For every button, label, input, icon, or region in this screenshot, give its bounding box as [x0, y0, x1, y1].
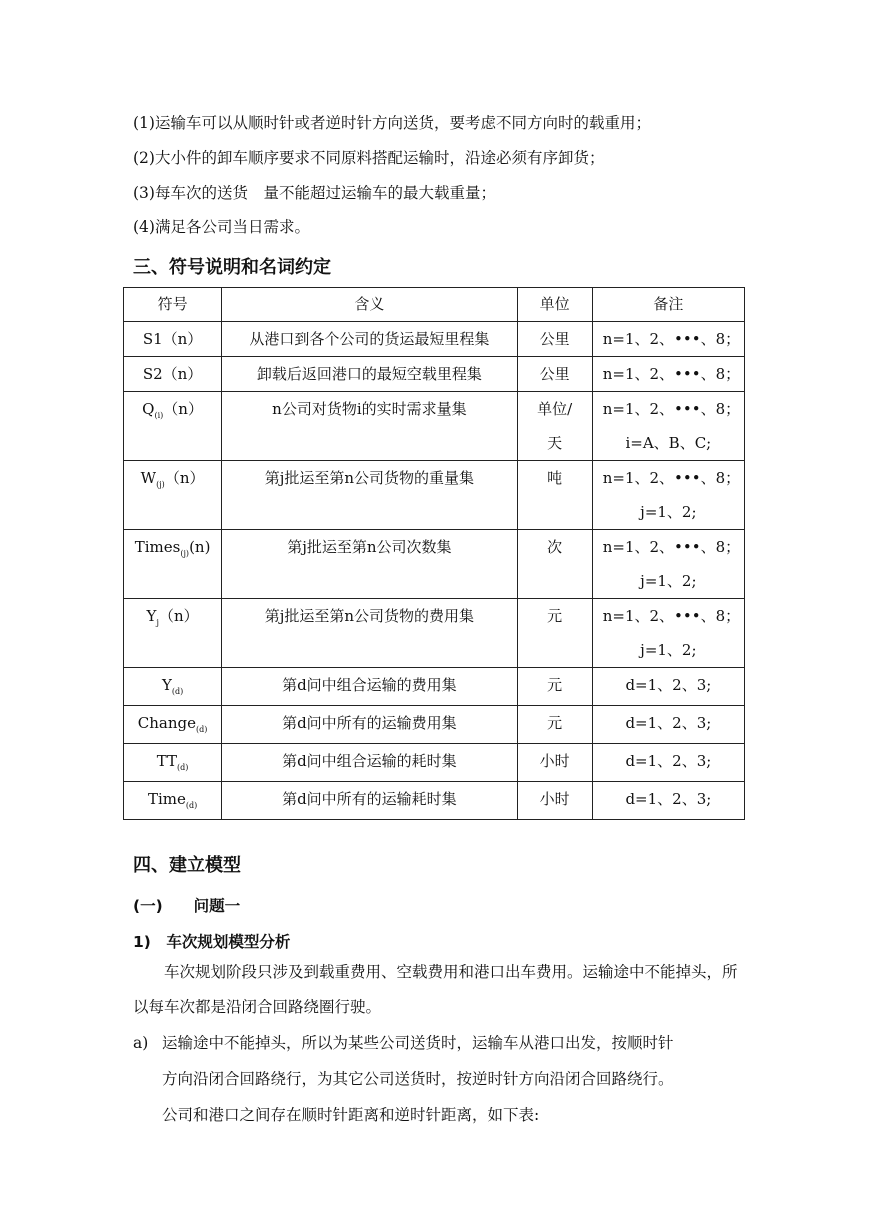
cell-symbol: S2（n）: [124, 357, 222, 392]
table-header-row: [124, 288, 745, 322]
symbol-base: W: [140, 469, 157, 487]
symbol-subscript: (j): [156, 480, 165, 489]
table-row: [124, 530, 745, 599]
note-line-2: j=1、2;: [640, 572, 697, 590]
table-row: [124, 782, 745, 820]
note-line-1: n=1、2、•••、8；: [602, 400, 741, 418]
paragraph-1: 车次规划阶段只涉及到载重费用、空载费用和港口出车费用。运输途中不能掉头，所以每车次都是沿闭合回路绕圈行驶。: [133, 963, 738, 1016]
header-note: 备注: [592, 288, 744, 322]
cell-meaning: 第d问中组合运输的耗时集: [222, 744, 517, 782]
symbol-base: Times: [134, 538, 181, 556]
cell-symbol: S1（n）: [124, 322, 222, 357]
symbol-suffix: （n）: [164, 469, 205, 487]
table-row: [124, 392, 745, 461]
cell-meaning: 从港口到各个公司的货运最短里程集: [222, 322, 517, 357]
symbol-base: TT: [156, 752, 178, 770]
table-row: [124, 706, 745, 744]
list-item-a-marker: a): [133, 1034, 149, 1052]
table-row: [124, 357, 745, 392]
section-3-heading: 三、符号说明和名词约定: [133, 257, 331, 278]
cell-unit: 元: [517, 706, 592, 744]
cell-note: [592, 744, 744, 782]
symbol-base: Time: [147, 790, 186, 808]
list-item-a-line-1: 运输途中不能掉头，所以为某些公司送货时，运输车从港口出发，按顺时针: [162, 1034, 674, 1052]
cell-note: [592, 668, 744, 706]
symbol-subscript: (j): [180, 549, 190, 558]
note-line-2: i=A、B、C;: [625, 434, 712, 452]
list-item-a-line-3: 公司和港口之间存在顺时针距离和逆时针距离，如下表:: [162, 1106, 540, 1124]
cell-meaning: n公司对货物i的实时需求量集: [222, 392, 517, 461]
cell-unit: 单位/天: [517, 392, 592, 461]
cell-unit: 吨: [517, 461, 592, 530]
symbol-subscript: (d): [171, 687, 184, 696]
symbol-suffix: (n): [189, 538, 211, 556]
cell-meaning: 第d问中所有的运输费用集: [222, 706, 517, 744]
table-row: [124, 461, 745, 530]
cell-note: [592, 706, 744, 744]
note-line-2: j=1、2;: [640, 641, 697, 659]
cell-symbol: [124, 744, 222, 782]
cell-unit: 公里: [517, 322, 592, 357]
note-line-1: n=1、2、•••、8；: [602, 469, 741, 487]
symbol-subscript: (d): [196, 725, 208, 734]
cell-symbol: [124, 461, 222, 530]
cell-symbol: [124, 706, 222, 744]
cell-unit: 元: [517, 668, 592, 706]
cell-note: [592, 357, 744, 392]
cell-note: [592, 782, 744, 820]
subsection-model-analysis: 1) 车次规划模型分析: [133, 933, 291, 951]
cell-unit: 公里: [517, 357, 592, 392]
cell-symbol: [124, 530, 222, 599]
section-4-heading: 四、建立模型: [133, 855, 241, 876]
cell-note: [592, 599, 744, 668]
note-line-1: d=1、2、3;: [625, 714, 712, 732]
cell-symbol: [124, 668, 222, 706]
header-meaning: 含义: [222, 288, 517, 322]
cell-unit: 元: [517, 599, 592, 668]
cell-meaning: 第d问中组合运输的费用集: [222, 668, 517, 706]
cell-unit: 小时: [517, 744, 592, 782]
note-line-1: n=1、2、•••、8；: [602, 538, 741, 556]
condition-line-3: (3)每车次的送货 量不能超过运输车的最大载重量；: [133, 184, 496, 202]
condition-line-1: (1)运输车可以从顺时针或者逆时针方向送货，要考虑不同方向时的载重用；: [133, 114, 651, 132]
cell-note: [592, 392, 744, 461]
symbol-suffix: （n）: [163, 400, 203, 418]
note-line-1: d=1、2、3;: [625, 752, 712, 770]
note-line-1: n=1、2、•••、8；: [602, 607, 741, 625]
note-line-1: d=1、2、3;: [625, 790, 712, 808]
note-line-2: j=1、2;: [640, 503, 697, 521]
cell-meaning: 第d问中所有的运输耗时集: [222, 782, 517, 820]
note-line-1: d=1、2、3;: [625, 676, 712, 694]
symbol-table: [123, 287, 745, 820]
table-row: [124, 599, 745, 668]
table-row: [124, 668, 745, 706]
list-item-a-line-2: 方向沿闭合回路绕行，为其它公司送货时，按逆时针方向沿闭合回路绕行。: [162, 1070, 674, 1088]
symbol-subscript: (i): [154, 411, 164, 420]
cell-meaning: 第j批运至第n公司货物的费用集: [222, 599, 517, 668]
symbol-base: Y: [161, 676, 172, 694]
condition-line-2: (2)大小件的卸车顺序要求不同原料搭配运输时，沿途必须有序卸货；: [133, 149, 605, 167]
condition-line-4: (4)满足各公司当日需求。: [133, 218, 310, 236]
subsection-problem-1: (一) 问题一: [133, 897, 241, 915]
symbol-subscript: (d): [185, 801, 198, 810]
cell-symbol: [124, 392, 222, 461]
cell-meaning: 第j批运至第n公司货物的重量集: [222, 461, 517, 530]
cell-note: [592, 322, 744, 357]
table-row: [124, 322, 745, 357]
symbol-subscript: (d): [177, 763, 189, 772]
cell-unit: 小时: [517, 782, 592, 820]
symbol-subscript: j: [156, 618, 159, 627]
header-unit: 单位: [517, 288, 592, 322]
cell-note: [592, 530, 744, 599]
cell-meaning: 卸载后返回港口的最短空载里程集: [222, 357, 517, 392]
cell-symbol: [124, 782, 222, 820]
symbol-base: Change: [137, 714, 196, 732]
cell-unit: 次: [517, 530, 592, 599]
header-symbol: 符号: [124, 288, 222, 322]
symbol-base: Y: [146, 607, 157, 625]
symbol-suffix: （n）: [158, 607, 199, 625]
table-row: [124, 744, 745, 782]
cell-symbol: [124, 599, 222, 668]
note-line-1: n=1、2、•••、8；: [602, 365, 741, 383]
cell-note: [592, 461, 744, 530]
symbol-base: Q: [142, 400, 155, 418]
note-line-1: n=1、2、•••、8；: [602, 330, 741, 348]
cell-meaning: 第j批运至第n公司次数集: [222, 530, 517, 599]
